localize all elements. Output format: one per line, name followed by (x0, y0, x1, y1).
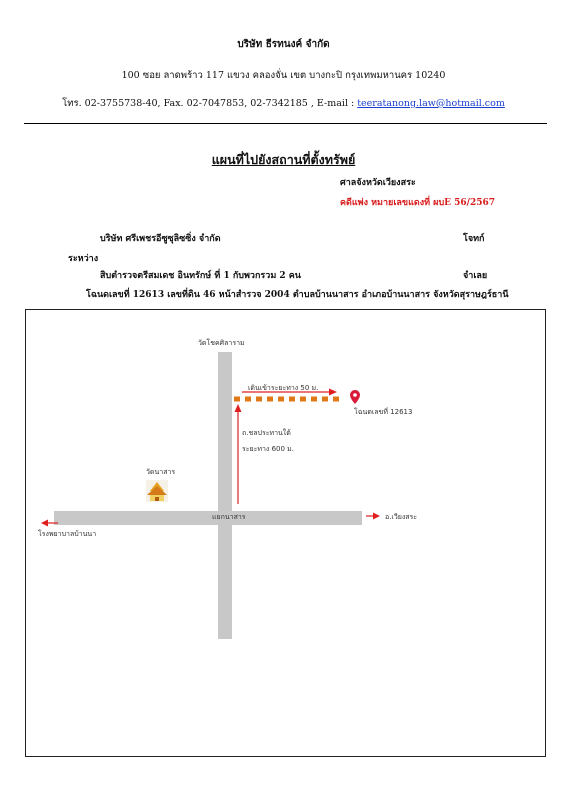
road-name-label: ถ.ชลประทานใต้ (242, 429, 291, 437)
email-link[interactable]: teeratanong.law@hotmail.com (357, 98, 505, 109)
case-number: คดีแพ่ง หมายเลขแดงที่ ผบE 56/2567 (340, 198, 496, 208)
road-distance-label: ระยะทาง 600 ม. (242, 445, 294, 453)
location-pin-icon (350, 390, 360, 404)
road-arrow-head (235, 404, 242, 412)
map-drawing (26, 310, 547, 758)
location-map (25, 309, 546, 757)
contact-phone-fax: โทร. 02-3755738-40, Fax. 02-7047853, 02-7342185 , E-mail : (62, 98, 358, 109)
east-direction-label: อ.เวียงสระ (385, 513, 418, 521)
deed-marker-label: โฉนดเลขที่ 12613 (354, 408, 413, 416)
temple-icon (146, 480, 168, 502)
defendant-name: สิบตำรวจตรีสมเดช อินทรักษ์ ที่ 1 กับพวกรวม 2 คน (100, 271, 301, 281)
vertical-road (218, 352, 232, 639)
temple-left-label: วัดนาสาร (146, 468, 176, 476)
court-name: ศาลจังหวัดเวียงสระ (340, 178, 416, 188)
company-contact (0, 96, 567, 111)
west-arrow-head (41, 520, 48, 527)
deed-info: โฉนดเลขที่ 12613 เลขที่ดิน 46 หน้าสำรวจ 2004 ตำบลบ้านนาสาร อำเภอบ้านนาสาร จังหวัดสุราษฎร์ธานี (86, 290, 509, 300)
east-arrow-head (373, 513, 380, 520)
between-label: ระหว่าง (68, 254, 99, 264)
west-direction-label: โรงพยาบาลบ้านนา (38, 530, 97, 538)
document-title: แผนที่ไปยังสถานที่ตั้งทรัพย์ (211, 152, 356, 167)
junction-label: แยกนาสาร (212, 513, 246, 521)
company-address: 100 ซอย ลาดพร้าว 117 แขวง คลองจั่น เขต บางกะปิ กรุงเทพมหานคร 10240 (121, 70, 446, 81)
defendant-role: จำเลย (463, 271, 488, 281)
plaintiff-name: บริษัท ศรีเพชรอีซูซุลิซซิ่ง จำกัด (100, 234, 221, 244)
header-divider (24, 123, 547, 124)
plaintiff-role: โจทก์ (463, 234, 485, 244)
horizontal-road (54, 511, 362, 525)
walk-distance-label: เดินเข้าระยะทาง 50 ม. (248, 384, 319, 392)
walk-arrow-head (329, 389, 337, 396)
company-name: บริษัท ธีรทนงค์ จำกัด (237, 39, 330, 50)
temple-top-label: วัดโชคศิลาราม (198, 339, 245, 347)
